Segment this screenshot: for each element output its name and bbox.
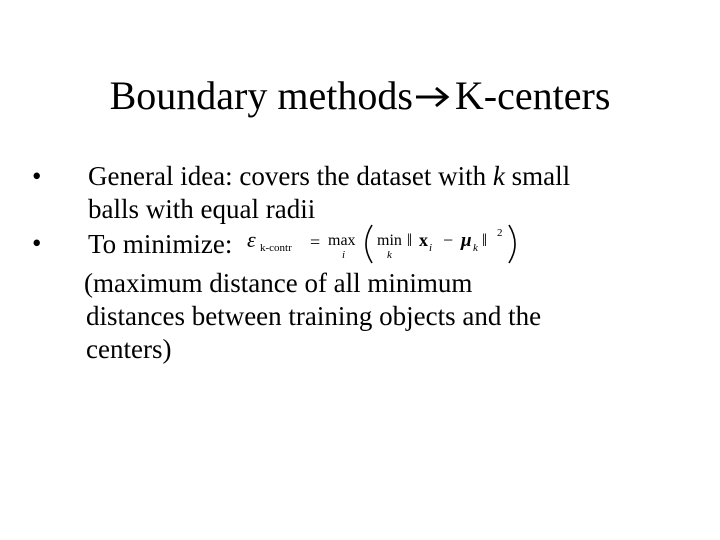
slide-title: [0, 70, 720, 122]
formula-max-subscript: i: [342, 249, 346, 261]
continuation-line-1: (maximum distance of all minimum: [84, 268, 473, 298]
bullet-line-2: balls with equal radii: [88, 194, 316, 224]
formula-norm-open: ‖: [407, 230, 413, 250]
formula-equals: =: [310, 232, 321, 252]
continuation-line-3: centers): [86, 334, 172, 364]
title-left: Boundary methods: [109, 73, 413, 118]
continuation-line-2: distances between training objects and the: [86, 301, 542, 331]
bullet-italic-k: k: [492, 161, 505, 191]
bullet-line: [88, 160, 690, 193]
formula-epsilon-subscript: k-contr: [260, 242, 292, 254]
formula-right-paren: [509, 225, 515, 263]
formula-minus: −: [443, 230, 454, 250]
bullet-general-idea: [30, 160, 690, 226]
title-right: K-centers: [454, 73, 611, 118]
bullet-text: To minimize:: [88, 229, 233, 260]
right-arrow-icon: [415, 86, 451, 108]
formula-max: max: [328, 232, 356, 249]
bullet-marker: •: [32, 228, 42, 258]
formula-min: min: [377, 232, 402, 249]
bullet-text: General idea: covers the dataset with: [88, 161, 493, 191]
formula-norm-close: ‖: [482, 230, 488, 250]
formula-epsilon: ε: [247, 227, 256, 252]
formula-left-paren: [366, 225, 372, 263]
formula-mu: μ: [461, 230, 472, 251]
continuation-text: [30, 267, 690, 366]
bullet-marker: •: [32, 161, 42, 191]
formula-x-subscript: i: [429, 242, 433, 254]
bullet-minimize: [30, 227, 690, 267]
formula-mu-subscript: k: [473, 242, 478, 254]
formula-power: 2: [497, 227, 503, 239]
formula-min-subscript: k: [387, 249, 392, 261]
objective-formula: [245, 221, 541, 267]
bullet-text-end: small: [504, 161, 571, 191]
slide-body: [30, 160, 690, 366]
formula-x: x: [419, 230, 429, 250]
